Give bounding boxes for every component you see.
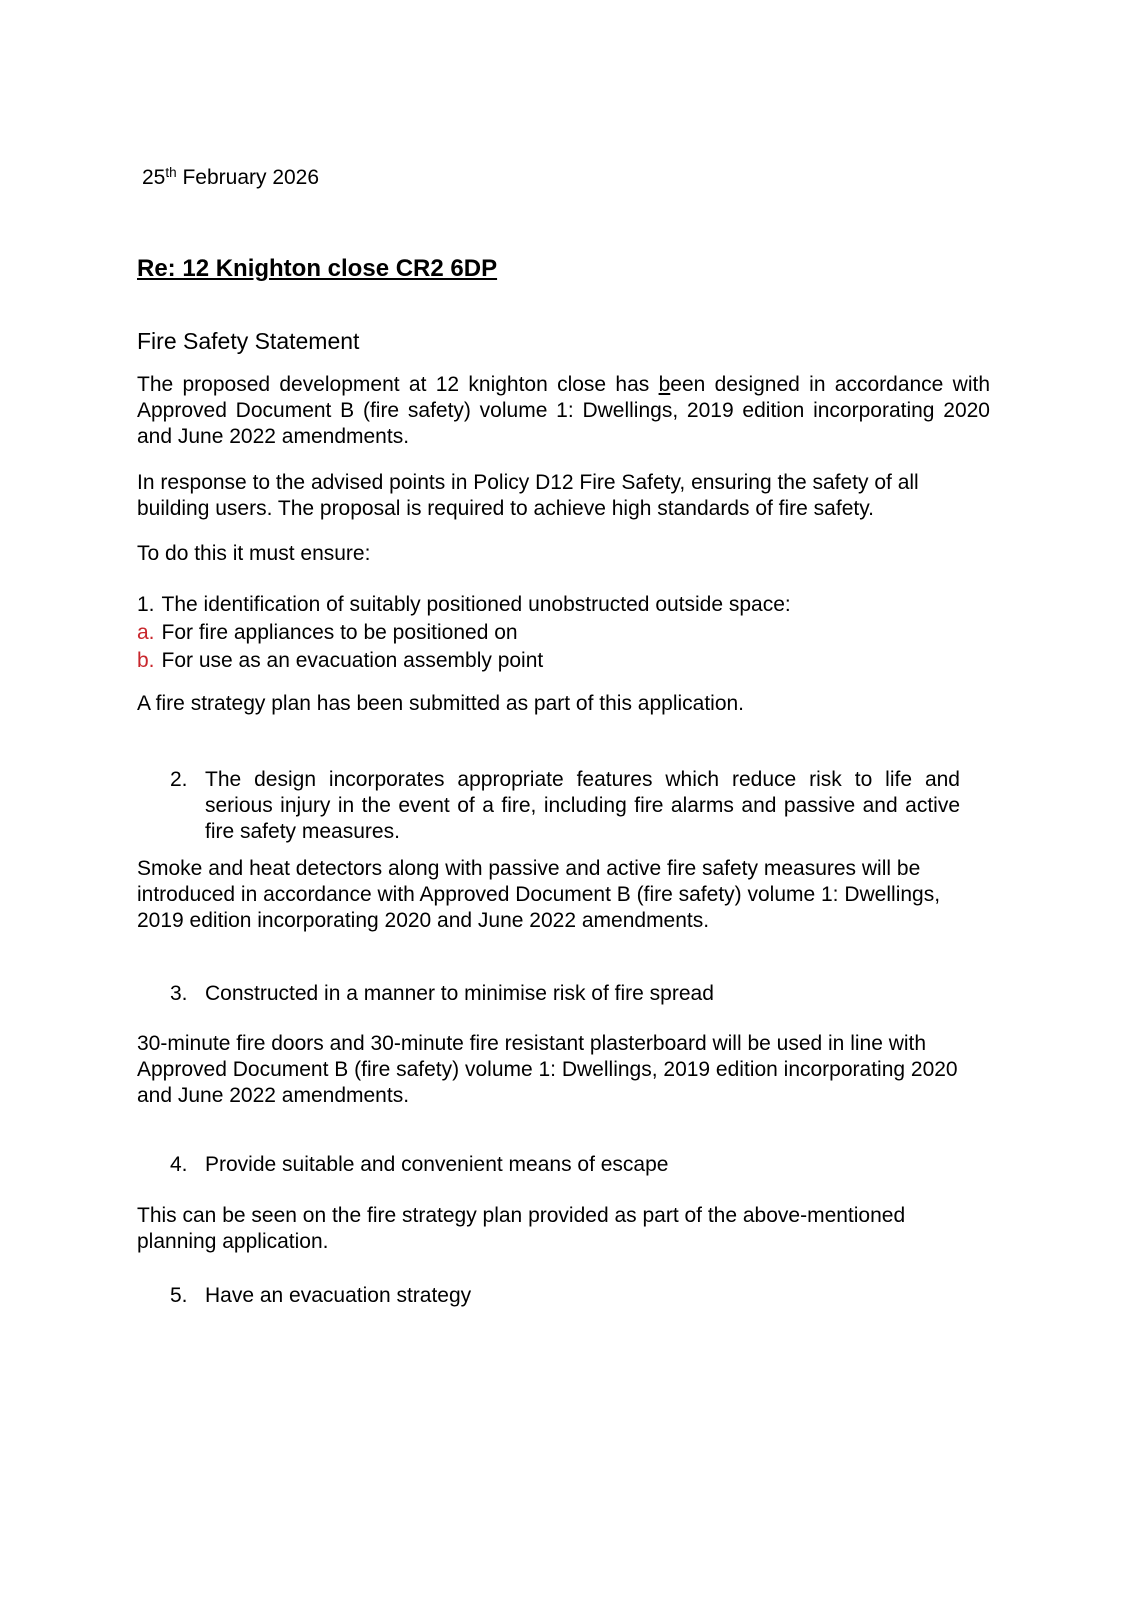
escape-paragraph: This can be seen on the fire strategy plan provided as part of the above-mentioned planning application. [137,1204,906,1253]
numbered-item-5-text: Have an evacuation strategy [205,1284,472,1307]
numbered-item-2 [137,767,990,845]
numbered-item-2-marker: 2. [170,768,188,791]
intro-paragraph [137,372,990,450]
date-month-year: February 2026 [176,166,320,189]
list-marker-1a: a. [137,621,155,644]
fire-doors-paragraph: 30-minute fire doors and 30-minute fire resistant plasterboard will be used in line with Approved Document B (fire safety) volume 1: Dwellings, 2019 edition incorporating 2020 and June 2022 amendments. [137,1032,958,1107]
document-title: Fire Safety Statement [137,328,360,354]
outside-space-list [137,591,990,675]
numbered-item-3-text: Constructed in a manner to minimise risk of fire spread [205,982,714,1005]
list-marker-1: 1. [137,593,155,616]
intro-text-before: The proposed development at 12 knighton close has [137,373,659,396]
numbered-item-4-marker: 4. [170,1153,188,1176]
numbered-item-3 [137,981,990,1007]
list-item-1b [137,647,990,675]
list-item-1a-text: For fire appliances to be positioned on [161,621,518,644]
numbered-item-4 [137,1152,990,1178]
subject-heading: Re: 12 Knighton close CR2 6DP [137,255,498,282]
list-item-1 [137,591,990,619]
policy-paragraph: In response to the advised points in Policy D12 Fire Safety, ensuring the safety of all building users. The proposal is required to achieve high standards of fire safety. [137,471,919,520]
numbered-item-2-text: The design incorporates appropriate features which reduce risk to life and serious injury in the event of a fire, including fire alarms and passive and active fire safety measures. [205,768,960,843]
numbered-item-4-text: Provide suitable and convenient means of escape [205,1153,669,1176]
list-item-1a [137,619,990,647]
numbered-item-3-marker: 3. [170,982,188,1005]
date-day: 25 [142,166,166,189]
list-marker-1b: b. [137,649,155,672]
smoke-detectors-paragraph: Smoke and heat detectors along with passive and active fire safety measures will be introduced in accordance with Approved Document B (fire safety) volume 1: Dwellings, 2019 edition incorporating 2020 and June 2022 amendments. [137,857,941,932]
list-item-1b-text: For use as an evacuation assembly point [161,649,544,672]
numbered-item-5 [137,1283,990,1309]
letter-date [137,165,990,191]
proofing-underline-mark: b [658,373,671,396]
numbered-item-5-marker: 5. [170,1284,188,1307]
strategy-paragraph: A fire strategy plan has been submitted as part of this application. [137,692,745,715]
ensure-intro-line: To do this it must ensure: [137,542,371,565]
date-ordinal-suffix: th [165,165,177,180]
intro-text-after: een designed in accordance with Approved Document B (fire safety) volume 1: Dwellings, 2019 edition incorporating 2020 and June 2022 amendments. [137,373,991,448]
list-item-1-text: The identification of suitably positioned unobstructed outside space: [161,593,791,616]
